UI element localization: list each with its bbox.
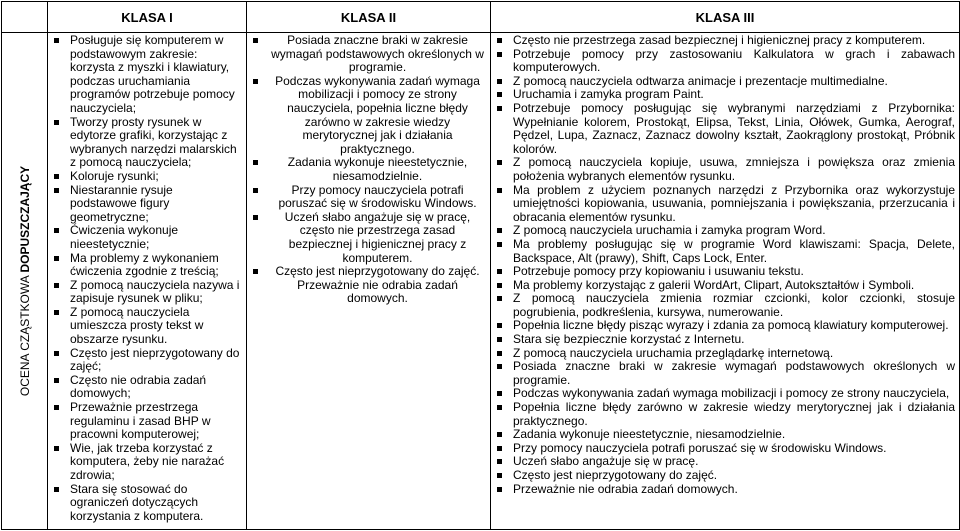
content-row [2,33,960,530]
klasa1-criterion: Koloruje rysunki; [50,170,242,184]
klasa-1-list [48,33,246,523]
klasa2-criterion: Często jest nieprzygotowany do zajęć. Przeważnie nie odrabia zadań domowych. [249,265,486,306]
side-label-prefix: OCENA CZĄSTKOWA [17,272,32,397]
header-klasa-1: KLASA I [48,2,247,33]
klasa1-criterion: Ma problemy z wykonaniem ćwiczenia zgodnie z treścią; [50,252,242,279]
klasa3-criterion: Ma problem z użyciem poznanych narzędzi z Przybornika oraz wykorzystuje umiejętności kopiowania, usuwania, pomniejszania i powiększania, przerzucania i obracania elementów rysunku. [493,184,955,225]
klasa3-criterion: Z pomocą nauczyciela odtwarza animacje i prezentacje multimedialne. [493,75,955,89]
klasa3-criterion: Przy pomocy nauczyciela potrafi poruszać się w środowisku Windows. [493,442,955,456]
klasa3-criterion: Zadania wykonuje nieestetycznie, niesamodzielnie. [493,428,955,442]
header-corner [2,2,48,33]
klasa3-criterion: Potrzebuje pomocy przy zastosowaniu Kalkulatora w grach i zabawach komputerowych. [493,48,955,75]
klasa-2-list [247,33,490,306]
klasa-1-cell [48,33,247,530]
side-label-grade: DOPUSZCZAJĄCY [17,165,32,273]
klasa3-criterion: Popełnia liczne błędy pisząc wyrazy i zdania za pomocą klawiatury komputerowej. [493,319,955,333]
grading-table [1,1,960,530]
klasa1-criterion: Wie, jak trzeba korzystać z komputera, żeby nie narażać zdrowia; [50,442,242,483]
klasa1-criterion: Posługuje się komputerem w podstawowym zakresie: korzysta z myszki i klawiatury, podczas uruchamiania programów potrzebuje pomocy nauczyciela; [50,34,242,116]
klasa3-criterion: Podczas wykonywania zadań wymaga mobilizacji i pomocy ze strony nauczyciela, [493,387,955,401]
klasa1-criterion: Niestarannie rysuje podstawowe figury geometryczne; [50,184,242,225]
klasa3-criterion: Ma problemy posługując się w programie Word klawiszami: Spacja, Delete, Backspace, Alt (prawy), Shift, Caps Lock, Enter. [493,238,955,265]
klasa3-criterion: Często nie przestrzega zasad bezpiecznej i higienicznej pracy z komputerem. [493,34,955,48]
header-klasa-2: KLASA II [247,2,491,33]
klasa-3-cell [491,33,960,530]
klasa2-criterion: Uczeń słabo angażuje się w pracę, często nie przestrzega zasad bezpiecznej i higienicznej pracy z komputerem. [249,211,486,265]
klasa3-criterion: Przeważnie nie odrabia zadań domowych. [493,483,955,497]
klasa1-criterion: Przeważnie przestrzega regulaminu i zasad BHP w pracowni komputerowej; [50,401,242,442]
klasa1-criterion: Często nie odrabia zadań domowych; [50,374,242,401]
header-row [2,2,960,33]
klasa-2-cell [247,33,491,530]
klasa3-criterion: Stara się bezpiecznie korzystać z Internetu. [493,333,955,347]
klasa2-criterion: Przy pomocy nauczyciela potrafi poruszać się w środowisku Windows. [249,184,486,211]
klasa3-criterion: Potrzebuje pomocy przy kopiowaniu i usuwaniu tekstu. [493,265,955,279]
klasa1-criterion: Tworzy prosty rysunek w edytorze grafiki, korzystając z wybranych narzędzi malarskich z pomocą nauczyciela; [50,116,242,170]
klasa1-criterion: Z pomocą nauczyciela umieszcza prosty tekst w obszarze rysunku. [50,306,242,347]
klasa3-criterion: Z pomocą nauczyciela zmienia rozmiar czcionki, kolor czcionki, stosuje pogrubienia, podkreślenia, kursywa, numerowanie. [493,292,955,319]
klasa2-criterion: Posiada znaczne braki w zakresie wymagań podstawowych określonych w programie. [249,34,486,75]
klasa3-criterion: Uczeń słabo angażuje się w pracę. [493,455,955,469]
klasa3-criterion: Uruchamia i zamyka program Paint. [493,88,955,102]
side-label-cell [2,33,48,530]
klasa3-criterion: Z pomocą nauczyciela uruchamia przeglądarkę internetową. [493,347,955,361]
klasa3-criterion: Często jest nieprzygotowany do zajęć. [493,469,955,483]
klasa3-criterion: Z pomocą nauczyciela uruchamia i zamyka program Word. [493,224,955,238]
klasa1-criterion: Ćwiczenia wykonuje nieestetycznie; [50,224,242,251]
klasa1-criterion: Stara się stosować do ograniczeń dotyczących korzystania z komputera. [50,483,242,524]
klasa1-criterion: Z pomocą nauczyciela nazywa i zapisuje rysunek w pliku; [50,279,242,306]
klasa3-criterion: Posiada znaczne braki w zakresie wymagań podstawowych określonych w programie. [493,360,955,387]
klasa1-criterion: Często jest nieprzygotowany do zajęć; [50,347,242,374]
klasa2-criterion: Zadania wykonuje nieestetycznie, niesamodzielnie. [249,156,486,183]
klasa3-criterion: Potrzebuje pomocy posługując się wybranymi narzędziami z Przybornika: Wypełnianie kolorem, Prostokąt, Elipsa, Tekst, Linia, Ołówek, Gumka, Aerograf, Pędzel, Lupa, Zaznacz, Zaznacz dowolny kształt, Zaokrąglony prostokąt, Próbnik kolorów. [493,102,955,156]
klasa3-criterion: Z pomocą nauczyciela kopiuje, usuwa, zmniejsza i powiększa oraz zmienia położenia wybranych elementów rysunku. [493,156,955,183]
klasa3-criterion: Popełnia liczne błędy zarówno w zakresie wiedzy merytorycznej jak i działania praktycznego. [493,401,955,428]
klasa3-criterion: Ma problemy korzystając z galerii WordArt, Clipart, Autokształtów i Symboli. [493,279,955,293]
side-label [18,166,32,396]
klasa-3-list [491,33,959,496]
klasa2-criterion: Podczas wykonywania zadań wymaga mobilizacji i pomocy ze strony nauczyciela, popełnia liczne błędy zarówno w zakresie wiedzy merytorycznej jak i działania praktycznego. [249,75,486,157]
header-klasa-3: KLASA III [491,2,960,33]
